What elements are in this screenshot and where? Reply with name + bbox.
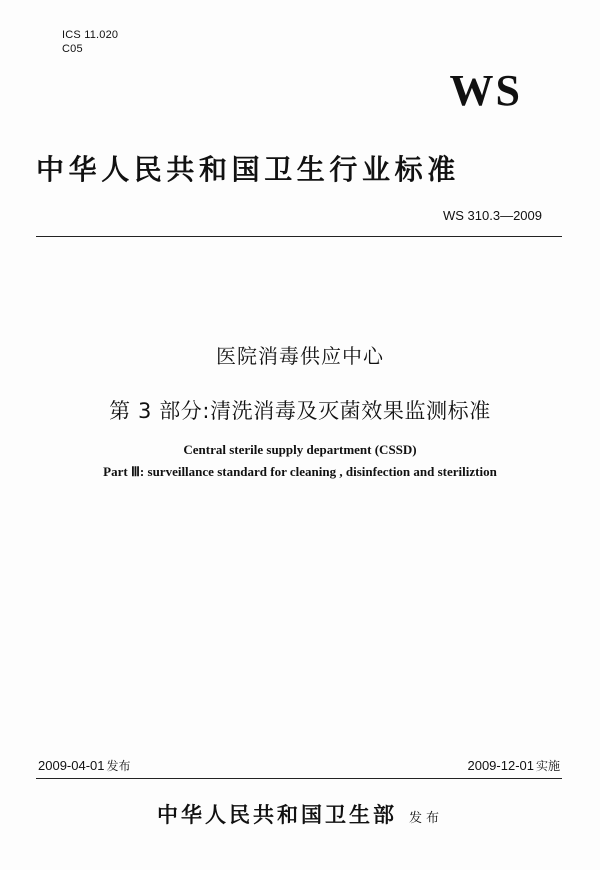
implemented-label: 实施 [535, 759, 560, 773]
document-title-cn: 医院消毒供应中心 [216, 344, 384, 368]
issued-label: 发布 [106, 759, 131, 773]
ws-logo: WS [449, 66, 522, 115]
issued-date-block [38, 758, 131, 774]
implemented-date: 2009-12-01 [467, 758, 534, 773]
ccs-code: C05 [62, 43, 83, 55]
classification-codes [62, 28, 118, 56]
document-part-title-cn: 第 3 部分:清洗消毒及灭菌效果监测标准 [109, 399, 491, 423]
ics-code: ICS 11.020 [62, 29, 119, 41]
publisher-name: 中华人民共和国卫生部 [156, 802, 397, 827]
publisher-action: 发布 [408, 811, 443, 826]
publisher-line [0, 800, 600, 834]
document-title-en: Central sterile supply department (CSSD) [183, 442, 417, 457]
standard-category-title: 中华人民共和国卫生行业标准 [36, 153, 460, 186]
header-divider [36, 236, 562, 237]
issued-date: 2009-04-01 [38, 758, 105, 773]
footer-divider [36, 778, 562, 779]
document-part-title-en: Part Ⅲ: surveillance standard for cleaning , disinfection and steriliztion [103, 464, 497, 479]
implemented-date-block [467, 758, 560, 774]
standard-number: WS 310.3—2009 [442, 208, 542, 223]
